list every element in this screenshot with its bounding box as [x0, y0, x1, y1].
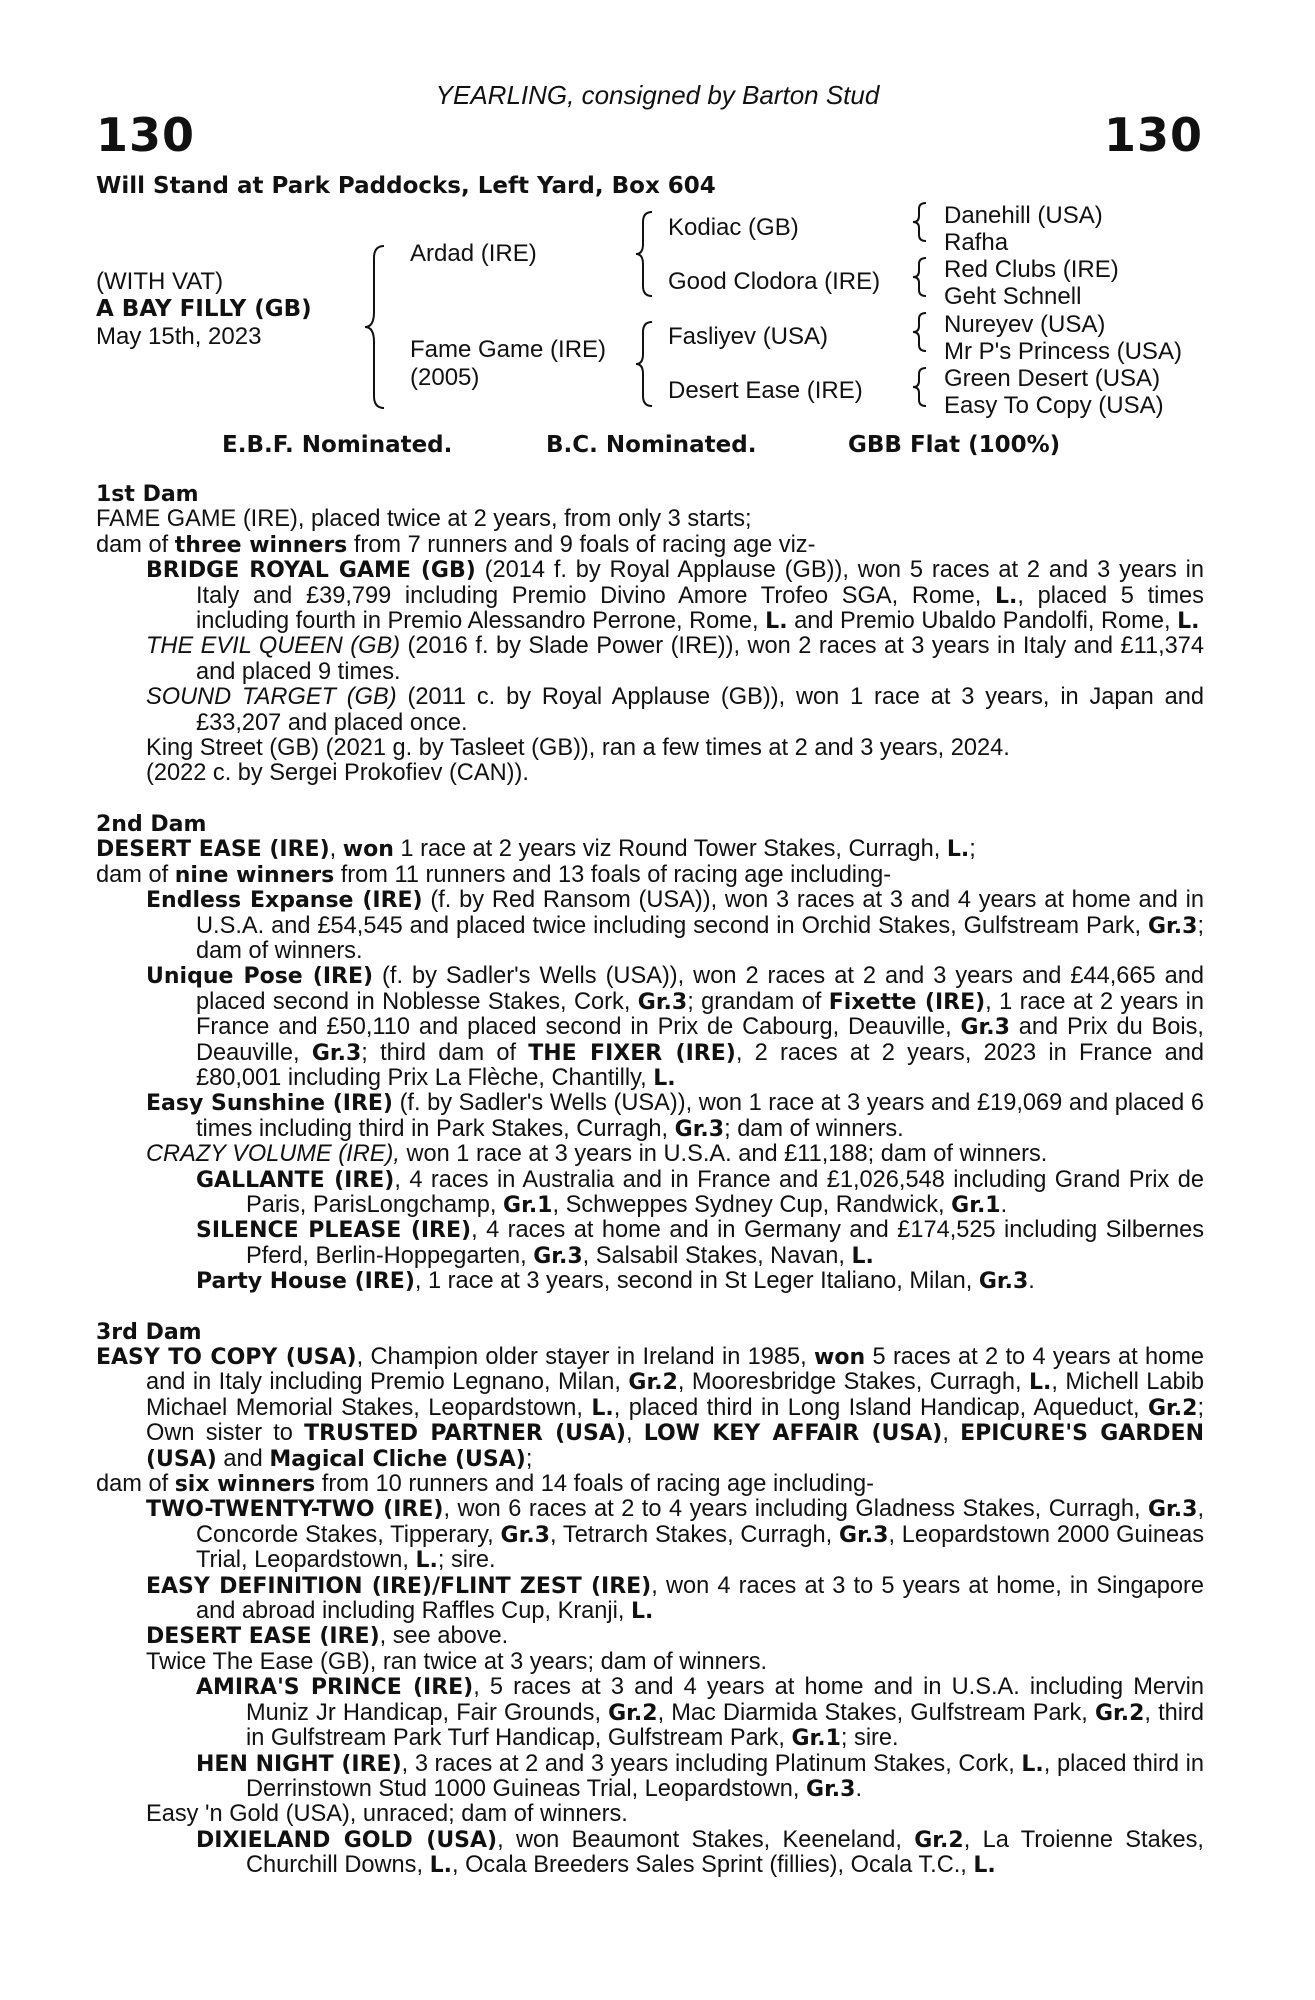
first-dam-line: FAME GAME (IRE), placed twice at 2 years, from only 3 starts; — [96, 506, 752, 533]
lot-number-left: 130 — [96, 108, 196, 162]
bc-nomination: B.C. Nominated. — [546, 432, 757, 458]
dam: Fame Game (IRE) — [410, 336, 607, 363]
progeny-entry: Unique Pose (IRE) (f. by Sadler's Wells (USA)), won 2 races at 2 and 3 years and £44,665 and placed second in Noblesse Stakes, Cork, Gr.3; grandam of Fixette (IRE), 1 race at 2 years in France and £50,110 and placed second in Prix de Cabourg, Deauville, Gr.3 and Prix du Bois, Deauville, Gr.3; third dam of THE FIXER (IRE), 2 races at 2 years, 2023 in France and £80,001 including Prix La Flèche, Chantilly, L. — [146, 963, 1205, 1091]
consignor-subtitle: YEARLING, consigned by Barton Stud — [435, 80, 880, 110]
horse-dob: May 15th, 2023 — [96, 323, 262, 350]
pedigree-brace-g2 — [911, 256, 931, 298]
ancestor-1: Danehill (USA) — [944, 202, 1103, 229]
grand-progeny-entry: AMIRA'S PRINCE (IRE), 5 races at 3 and 4 years at home and in U.S.A. including Mervin Muniz Jr Handicap, Fair Grounds, Gr.2, Mac Diarmida Stakes, Gulfstream Park, Gr.2, third in Gulfstream Park Turf Handicap, Gulfstream Park, Gr.1; sire. — [196, 1674, 1204, 1752]
third-dam-line: EASY TO COPY (USA), Champion older stayer in Ireland in 1985, won 5 races at 2 to 4 years at home and in Italy including Premio Legnano, Milan, Gr.2, Mooresbridge Stakes, Curragh, L., Michell Labib Michael Memorial Stakes, Leopardstown, L., placed third in Long Island Handicap, Aqueduct, Gr.2; Own sister to TRUSTED PARTNER (USA), LOW KEY AFFAIR (USA), EPICURE'S GARDEN (USA) and Magical Cliche (USA); — [96, 1344, 1204, 1472]
progeny-entry: TWO-TWENTY-TWO (IRE), won 6 races at 2 to 4 years including Gladness Stakes, Curragh, Gr.3, Concorde Stakes, Tipperary, Gr.3, Tetrarch Stakes, Curragh, Gr.3, Leopardstown 2000 Guineas Trial, Leopardstown, L.; sire. — [146, 1496, 1204, 1574]
pedigree-brace-dam — [634, 320, 658, 408]
pedigree-brace-g3 — [911, 311, 931, 353]
progeny-entry: SOUND TARGET (GB) (2011 c. by Royal Applause (GB)), won 1 race at 3 years, in Japan and £33,207 and placed once. — [146, 684, 1204, 736]
second-dam-heading: 2nd Dam — [96, 811, 207, 837]
grand-progeny-entry: SILENCE PLEASE (IRE), 4 races at home and in Germany and £174,525 including Silbernes Pferd, Berlin-Hoppegarten, Gr.3, Salsabil Stakes, Navan, L. — [196, 1217, 1204, 1269]
ancestor-8: Easy To Copy (USA) — [944, 392, 1164, 419]
third-dam-summary: dam of six winners from 10 runners and 14 foals of racing age including- — [96, 1471, 874, 1498]
progeny-entry: Easy Sunshine (IRE) (f. by Sadler's Wells (USA)), won 1 race at 3 years and £19,069 and placed 6 times including third in Park Stakes, Curragh, Gr.3; dam of winners. — [146, 1090, 1204, 1142]
second-dam-summary: dam of nine winners from 11 runners and 13 foals of racing age including- — [96, 861, 892, 888]
produce-record — [96, 482, 1204, 1879]
progeny-entry: DESERT EASE (IRE), see above. — [146, 1623, 509, 1650]
progeny-entry: BRIDGE ROYAL GAME (GB) (2014 f. by Royal Applause (GB)), won 5 races at 2 and 3 years in Italy and £39,799 including Premio Divino Amore Trofeo SGA, Rome, L., placed 5 times including fourth in Premio Alessandro Perrone, Rome, L. and Premio Ubaldo Pandolfi, Rome, L. — [146, 557, 1204, 635]
sire-sire: Kodiac (GB) — [668, 214, 799, 241]
progeny-entry: EASY DEFINITION (IRE)/FLINT ZEST (IRE), won 4 races at 3 to 5 years at home, in Singapore and abroad including Raffles Cup, Kranji, L. — [146, 1572, 1204, 1625]
sire-dam: Good Clodora (IRE) — [668, 268, 881, 295]
ancestor-3: Red Clubs (IRE) — [944, 256, 1119, 283]
dam-sire: Fasliyev (USA) — [668, 323, 829, 350]
dam-year: (2005) — [410, 364, 480, 391]
third-dam-heading: 3rd Dam — [96, 1319, 202, 1345]
grand-progeny-entry: DIXIELAND GOLD (USA), won Beaumont Stakes, Keeneland, Gr.2, La Troienne Stakes, Churchill Downs, L., Ocala Breeders Sales Sprint (fillies), Ocala T.C., L. — [196, 1826, 1204, 1879]
ancestor-6: Mr P's Princess (USA) — [944, 338, 1182, 365]
ancestor-7: Green Desert (USA) — [944, 365, 1161, 392]
progeny-entry: Easy 'n Gold (USA), unraced; dam of winners. — [146, 1801, 628, 1828]
progeny-entry: THE EVIL QUEEN (GB) (2016 f. by Slade Power (IRE)), won 2 races at 3 years in Italy and £11,374 and placed 9 times. — [146, 633, 1204, 685]
grand-progeny-entry: GALLANTE (IRE), 4 races in Australia and in France and £1,026,548 including Grand Prix de Paris, ParisLongchamp, Gr.1, Schweppes Sydney Cup, Randwick, Gr.1. — [196, 1166, 1204, 1218]
progeny-entry: CRAZY VOLUME (IRE), won 1 race at 3 years in U.S.A. and £11,188; dam of winners. — [146, 1141, 1048, 1168]
dam-dam: Desert Ease (IRE) — [668, 377, 863, 404]
pedigree-brace-main — [362, 244, 392, 410]
progeny-entry: King Street (GB) (2021 g. by Tasleet (GB)), ran a few times at 2 and 3 years, 2024. — [146, 735, 1010, 762]
progeny-entry: (2022 c. by Sergei Prokofiev (CAN)). — [146, 760, 529, 787]
grand-progeny-entry: HEN NIGHT (IRE), 3 races at 2 and 3 years including Platinum Stakes, Cork, L., placed third in Derrinstown Stud 1000 Guineas Trial, Leopardstown, Gr.3. — [196, 1750, 1204, 1802]
horse-name: A BAY FILLY (GB) — [96, 296, 312, 322]
ancestor-2: Rafha — [944, 229, 1009, 256]
stand-location: Will Stand at Park Paddocks, Left Yard, Box 604 — [96, 173, 716, 199]
pedigree-brace-g1 — [911, 201, 931, 243]
gbb-flat: GBB Flat (100%) — [848, 432, 1061, 458]
lot-number-right: 130 — [1103, 108, 1203, 162]
ancestor-5: Nureyev (USA) — [944, 311, 1106, 338]
ancestor-4: Geht Schnell — [944, 283, 1082, 310]
sire: Ardad (IRE) — [410, 240, 537, 267]
grand-progeny-entry: Party House (IRE), 1 race at 3 years, second in St Leger Italiano, Milan, Gr.3. — [196, 1268, 1035, 1295]
progeny-entry: Endless Expanse (IRE) (f. by Red Ransom (USA)), won 3 races at 3 and 4 years at home and in U.S.A. and £54,545 and placed twice including second in Orchid Stakes, Gulfstream Park, Gr.3; dam of winners. — [146, 887, 1204, 964]
vat-label: (WITH VAT) — [96, 268, 224, 295]
progeny-entry: Twice The Ease (GB), ran twice at 3 years; dam of winners. — [146, 1648, 768, 1675]
first-dam-heading: 1st Dam — [96, 482, 199, 507]
pedigree-brace-sire — [634, 210, 658, 298]
first-dam-summary: dam of three winners from 7 runners and 9 foals of racing age viz- — [96, 531, 816, 558]
second-dam-line: DESERT EASE (IRE), won 1 race at 2 years viz Round Tower Stakes, Curragh, L.; — [96, 836, 976, 863]
pedigree-brace-g4 — [911, 366, 931, 408]
ebf-nomination: E.B.F. Nominated. — [222, 432, 453, 458]
